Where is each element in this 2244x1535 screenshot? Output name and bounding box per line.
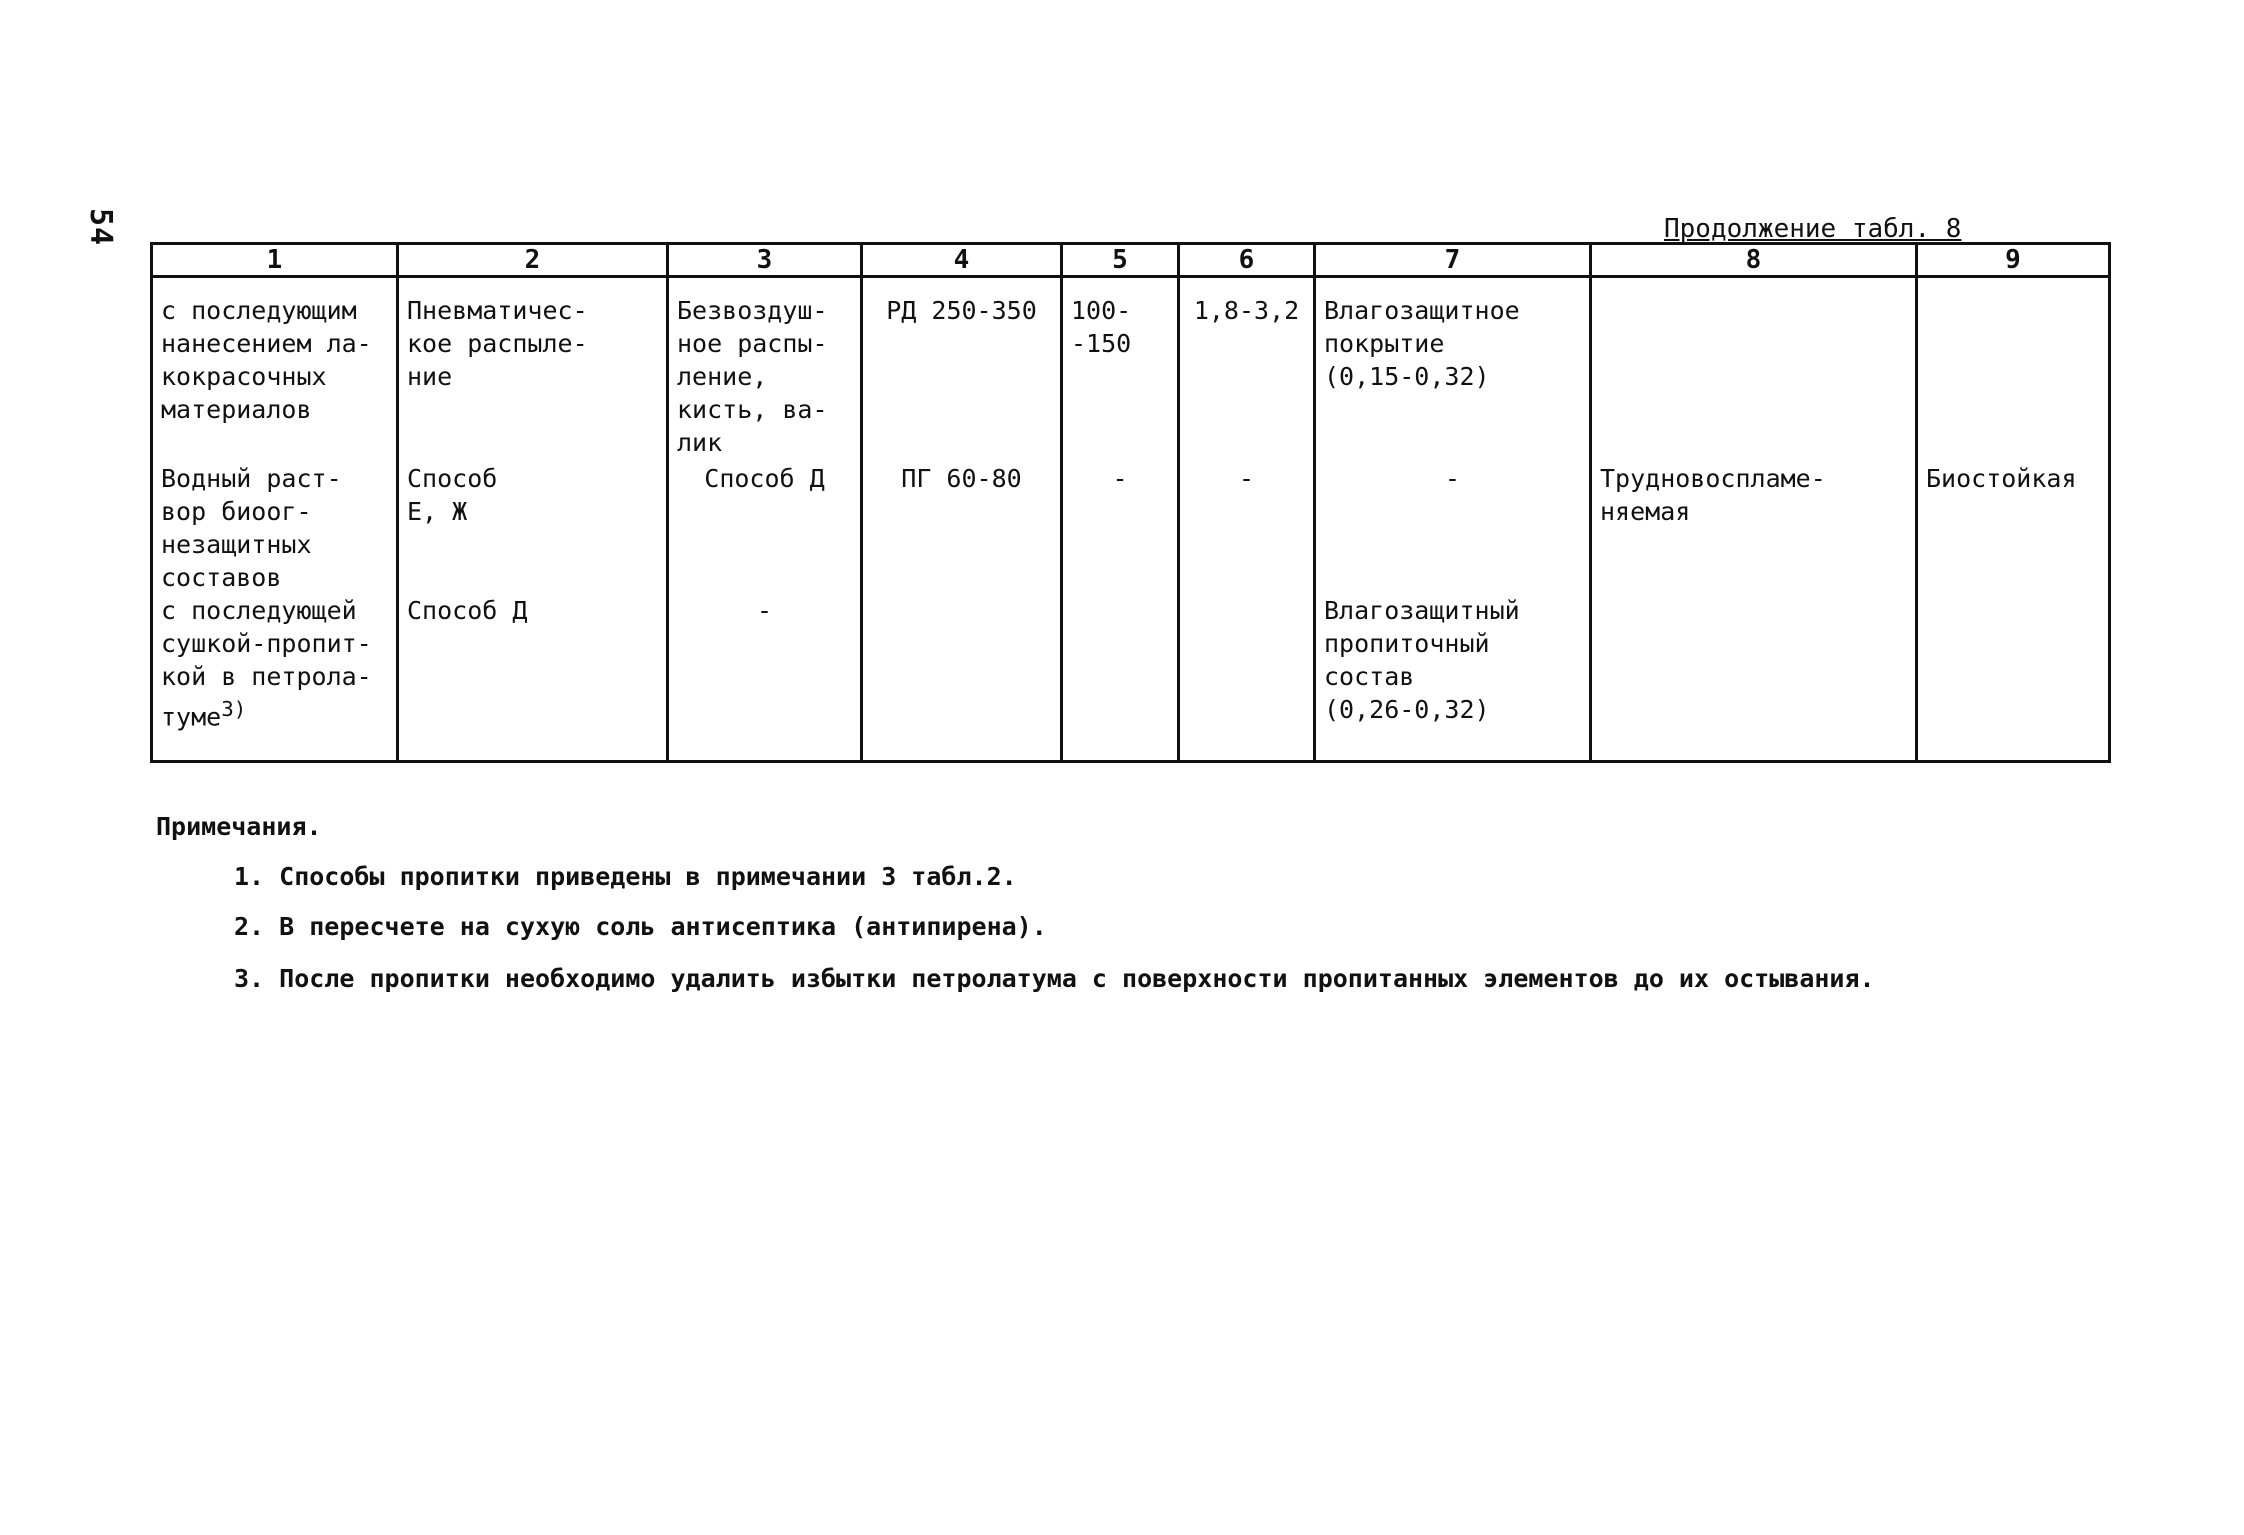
table-cell	[1179, 594, 1315, 762]
notes-title: Примечания.	[156, 812, 322, 841]
note-item: 1. Способы пропитки приведены в примечании 3 табл.2.	[234, 862, 1017, 891]
table-cell: РД 250-350	[862, 277, 1062, 463]
table-cell: -	[1315, 462, 1591, 594]
table-cell	[1917, 594, 2110, 762]
table-cell	[1062, 594, 1179, 762]
table-cell: 100- -150	[1062, 277, 1179, 463]
table-header-row	[152, 244, 2110, 277]
column-header: 3	[668, 244, 862, 277]
table-cell: Водный раст- вор биоог- незащитных составов	[152, 462, 398, 594]
column-header: 7	[1315, 244, 1591, 277]
table-cell: Пневматичес- кое распыле- ние	[398, 277, 668, 463]
table-cell: Биостойкая	[1917, 462, 2110, 594]
table-cell: Способ Д	[668, 462, 862, 594]
column-header: 1	[152, 244, 398, 277]
table-cell: с последующим нанесением ла- кокрасочных материалов	[152, 277, 398, 463]
table-continuation-label: Продолжение табл. 8	[1664, 214, 1962, 244]
note-item: 2. В пересчете на сухую соль антисептика (антипирена).	[234, 912, 1047, 941]
column-header: 4	[862, 244, 1062, 277]
table-row	[152, 594, 2110, 762]
column-header: 5	[1062, 244, 1179, 277]
column-header: 6	[1179, 244, 1315, 277]
table-cell: ПГ 60-80	[862, 462, 1062, 594]
column-header: 8	[1591, 244, 1917, 277]
table-cell: Влагозащитное покрытие (0,15-0,32)	[1315, 277, 1591, 463]
table-cell: Способ Д	[398, 594, 668, 762]
table-row	[152, 462, 2110, 594]
footnote-marker: 3)	[221, 697, 247, 721]
note-item: 3. После пропитки необходимо удалить избытки петролатума с поверхности пропитанных элементов до их остывания.	[234, 964, 1875, 993]
table-row	[152, 277, 2110, 463]
table-cell: -	[1062, 462, 1179, 594]
table-cell: -	[668, 594, 862, 762]
table-cell	[1917, 277, 2110, 463]
table-cell: Безвоздуш- ное распы- ление, кисть, ва- лик	[668, 277, 862, 463]
data-table	[150, 242, 2111, 763]
table-cell	[862, 594, 1062, 762]
cell-text: с последующей сушкой-пропит- кой в петрола- туме	[161, 596, 372, 732]
table-cell: Влагозащитный пропиточный состав (0,26-0,32)	[1315, 594, 1591, 762]
table-cell	[152, 594, 398, 762]
column-header: 9	[1917, 244, 2110, 277]
table-cell: Способ Е, Ж	[398, 462, 668, 594]
table-cell	[1591, 277, 1917, 463]
table-cell: Трудновоспламе- няемая	[1591, 462, 1917, 594]
table-cell: 1,8-3,2	[1179, 277, 1315, 463]
page-number: 54	[83, 208, 118, 247]
column-header: 2	[398, 244, 668, 277]
table-cell: -	[1179, 462, 1315, 594]
table-cell	[1591, 594, 1917, 762]
